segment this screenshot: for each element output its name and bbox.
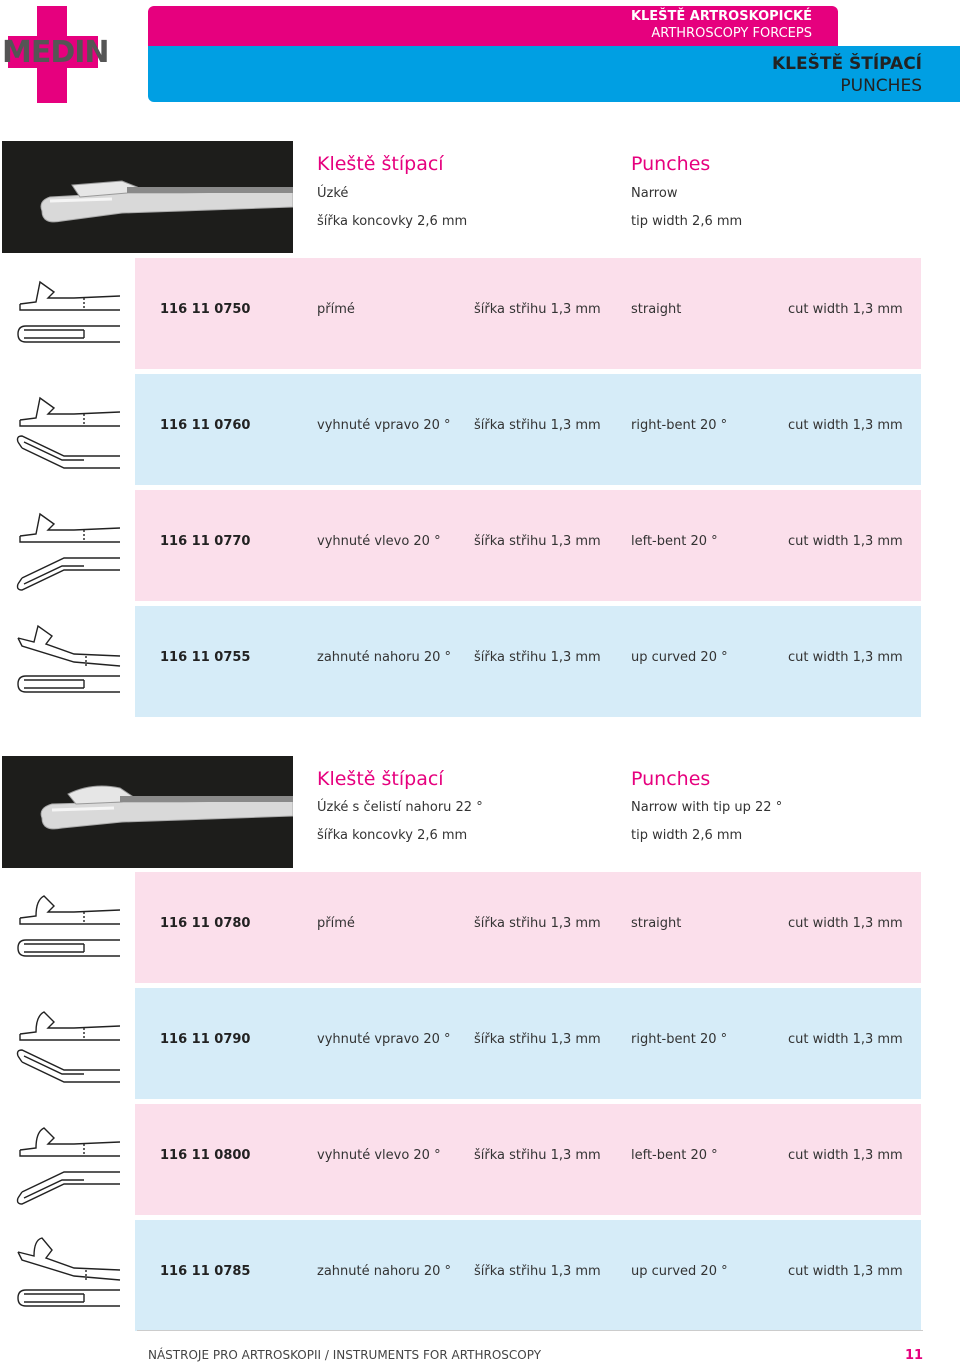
footer-text: NÁSTROJE PRO ARTROSKOPII / INSTRUMENTS FOR ARTHROSCOPY [148, 1348, 542, 1362]
product-code: 116 11 0785 [160, 1264, 251, 1279]
variant-cz: vyhnuté vpravo 20 ° [317, 1032, 451, 1047]
cut-width-en: cut width 1,3 mm [788, 302, 903, 317]
cut-width-en: cut width 1,3 mm [788, 534, 903, 549]
section-tip-en: tip width 2,6 mm [631, 828, 743, 843]
table-row [135, 988, 921, 1099]
product-code: 116 11 0770 [160, 534, 251, 549]
table-row [135, 374, 921, 485]
variant-en: left-bent 20 ° [631, 534, 718, 549]
page-number: 11 [905, 1348, 924, 1363]
cut-width-en: cut width 1,3 mm [788, 650, 903, 665]
category-cz: KLEŠTĚ ARTROSKOPICKÉ [630, 9, 812, 24]
cut-width-cz: šířka střihu 1,3 mm [474, 650, 601, 665]
instrument-drawing [14, 998, 122, 1098]
footer-divider [137, 1330, 923, 1331]
instrument-drawing [14, 1230, 122, 1330]
category-en: ARTHROSCOPY FORCEPS [651, 26, 812, 41]
section-desc-en: Narrow [631, 186, 678, 201]
product-code: 116 11 0750 [160, 302, 251, 317]
variant-en: up curved 20 ° [631, 650, 728, 665]
section-title-cz: Kleště štípací [317, 153, 444, 175]
logo-text: MEDIN [2, 35, 109, 70]
cut-width-cz: šířka střihu 1,3 mm [474, 418, 601, 433]
instrument-drawing [14, 384, 122, 484]
variant-en: up curved 20 ° [631, 1264, 728, 1279]
table-row [135, 606, 921, 717]
product-code: 116 11 0800 [160, 1148, 251, 1163]
medin-logo [0, 0, 110, 110]
section-tip-en: tip width 2,6 mm [631, 214, 743, 229]
cut-width-cz: šířka střihu 1,3 mm [474, 1148, 601, 1163]
cut-width-en: cut width 1,3 mm [788, 1148, 903, 1163]
instrument-drawing [14, 1114, 122, 1214]
variant-cz: vyhnuté vlevo 20 ° [317, 534, 441, 549]
variant-cz: vyhnuté vpravo 20 ° [317, 418, 451, 433]
section-title-en: Punches [631, 768, 711, 790]
table-row [135, 258, 921, 369]
variant-cz: přímé [317, 302, 355, 317]
variant-cz: zahnuté nahoru 20 ° [317, 1264, 452, 1279]
page-title-en: PUNCHES [840, 76, 922, 96]
section-desc-en: Narrow with tip up 22 ° [631, 800, 783, 815]
instrument-drawing [14, 882, 122, 982]
section-tip-cz: šířka koncovky 2,6 mm [317, 214, 468, 229]
variant-en: straight [631, 302, 682, 317]
variant-cz: vyhnuté vlevo 20 ° [317, 1148, 441, 1163]
table-row [135, 1104, 921, 1215]
page-title-cz: KLEŠTĚ ŠTÍPACÍ [771, 54, 922, 74]
cut-width-cz: šířka střihu 1,3 mm [474, 916, 601, 931]
instrument-drawing [14, 500, 122, 600]
category-bar [148, 6, 838, 46]
table-row [135, 872, 921, 983]
variant-en: right-bent 20 ° [631, 418, 728, 433]
cut-width-cz: šířka střihu 1,3 mm [474, 1264, 601, 1279]
variant-en: left-bent 20 ° [631, 1148, 718, 1163]
variant-en: right-bent 20 ° [631, 1032, 728, 1047]
cut-width-en: cut width 1,3 mm [788, 1032, 903, 1047]
product-code: 116 11 0780 [160, 916, 251, 931]
section-title-en: Punches [631, 153, 711, 175]
section-desc-cz: Úzké s čelistí nahoru 22 ° [317, 800, 483, 815]
instrument-drawing [14, 268, 122, 368]
cut-width-cz: šířka střihu 1,3 mm [474, 1032, 601, 1047]
section-title-cz: Kleště štípací [317, 768, 444, 790]
cut-width-cz: šířka střihu 1,3 mm [474, 534, 601, 549]
instrument-photo [2, 756, 293, 868]
instrument-photo [2, 141, 293, 253]
table-row [135, 490, 921, 601]
product-code: 116 11 0790 [160, 1032, 251, 1047]
variant-en: straight [631, 916, 682, 931]
table-row [135, 1220, 921, 1331]
variant-cz: přímé [317, 916, 355, 931]
variant-cz: zahnuté nahoru 20 ° [317, 650, 452, 665]
title-bar [148, 46, 960, 102]
product-code: 116 11 0760 [160, 418, 251, 433]
section-desc-cz: Úzké [317, 186, 349, 201]
cut-width-en: cut width 1,3 mm [788, 1264, 903, 1279]
product-code: 116 11 0755 [160, 650, 251, 665]
section-tip-cz: šířka koncovky 2,6 mm [317, 828, 468, 843]
cut-width-cz: šířka střihu 1,3 mm [474, 302, 601, 317]
cut-width-en: cut width 1,3 mm [788, 418, 903, 433]
instrument-drawing [14, 616, 122, 716]
cut-width-en: cut width 1,3 mm [788, 916, 903, 931]
